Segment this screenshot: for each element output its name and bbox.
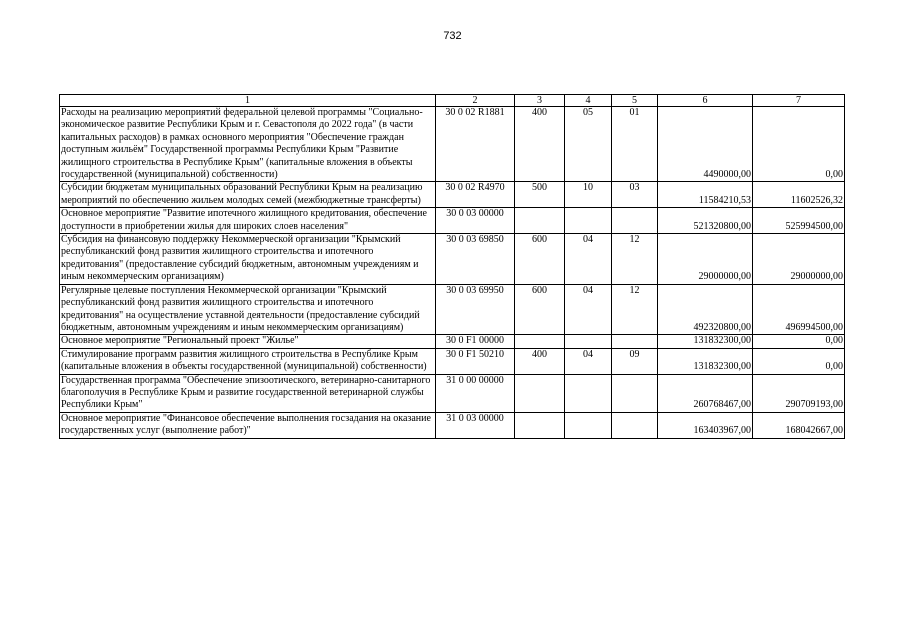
row-amount-7: 11602526,32 (753, 182, 845, 208)
row-name: Основное мероприятие "Региональный проект "Жилье" (60, 335, 436, 348)
row-col-3: 400 (515, 107, 565, 182)
row-code: 30 0 02 R1881 (436, 107, 515, 182)
row-amount-7: 0,00 (753, 348, 845, 374)
row-amount-6: 11584210,53 (658, 182, 753, 208)
row-col-4: 10 (565, 182, 612, 208)
row-code: 31 0 00 00000 (436, 374, 515, 412)
row-name: Регулярные целевые поступления Некоммерческой организации "Крымский республиканский фонд развития жилищного строительства и ипотечного кредитования" на осуществление уставной деятельности (предоставление субсидий бюджетным, автономным учреждениям и иным некоммерческим организациям) (60, 284, 436, 335)
table-row (60, 374, 845, 412)
budget-table (59, 94, 845, 439)
row-amount-6: 492320800,00 (658, 284, 753, 335)
row-amount-7: 496994500,00 (753, 284, 845, 335)
table-row (60, 234, 845, 285)
row-col-4 (565, 412, 612, 438)
row-col-3 (515, 374, 565, 412)
row-col-4 (565, 208, 612, 234)
page-number: 732 (443, 30, 462, 42)
row-col-3 (515, 208, 565, 234)
row-col-5: 09 (612, 348, 658, 374)
row-code: 30 0 F1 00000 (436, 335, 515, 348)
row-code: 30 0 03 00000 (436, 208, 515, 234)
row-name: Основное мероприятие "Развитие ипотечного жилищного кредитования, обеспечение доступности в приобретении жилья для широких слоев населения" (60, 208, 436, 234)
row-col-5: 03 (612, 182, 658, 208)
table-row (60, 412, 845, 438)
row-name: Государственная программа "Обеспечение эпизоотического, ветеринарно-санитарного благополучия в Республике Крым и развитие государственной ветеринарной службы Республики Крым" (60, 374, 436, 412)
row-name: Субсидия на финансовую поддержку Некоммерческой организации "Крымский республиканский фонд развития жилищного строительства и ипотечного кредитования" (предоставление субсидий бюджетным, автономным учреждениям и иным некоммерческим организациям) (60, 234, 436, 285)
row-col-5: 01 (612, 107, 658, 182)
table-header-row (60, 95, 845, 107)
row-amount-6: 131832300,00 (658, 348, 753, 374)
row-amount-6: 131832300,00 (658, 335, 753, 348)
table-row (60, 107, 845, 182)
row-col-5 (612, 374, 658, 412)
row-name: Основное мероприятие "Финансовое обеспечение выполнения госзадания на оказание государственных услуг (выполнение работ)" (60, 412, 436, 438)
row-amount-7: 290709193,00 (753, 374, 845, 412)
row-amount-7: 168042667,00 (753, 412, 845, 438)
header-col-7: 7 (753, 95, 845, 107)
row-name: Стимулирование программ развития жилищного строительства в Республике Крым (капитальные вложения в объекты государственной (муниципальной) собственности) (60, 348, 436, 374)
header-col-2: 2 (436, 95, 515, 107)
header-col-4: 4 (565, 95, 612, 107)
row-amount-7: 29000000,00 (753, 234, 845, 285)
table-row (60, 182, 845, 208)
row-code: 30 0 02 R4970 (436, 182, 515, 208)
row-amount-7: 0,00 (753, 107, 845, 182)
header-col-6: 6 (658, 95, 753, 107)
table-row (60, 348, 845, 374)
row-col-4 (565, 374, 612, 412)
row-col-4 (565, 335, 612, 348)
row-col-3 (515, 335, 565, 348)
row-col-3: 500 (515, 182, 565, 208)
row-code: 30 0 03 69950 (436, 284, 515, 335)
row-amount-6: 29000000,00 (658, 234, 753, 285)
row-amount-6: 260768467,00 (658, 374, 753, 412)
header-col-3: 3 (515, 95, 565, 107)
row-col-4: 04 (565, 284, 612, 335)
header-col-5: 5 (612, 95, 658, 107)
row-col-3: 400 (515, 348, 565, 374)
row-col-5 (612, 412, 658, 438)
row-code: 30 0 03 69850 (436, 234, 515, 285)
row-col-5 (612, 208, 658, 234)
row-name: Субсидии бюджетам муниципальных образований Республики Крым на реализацию мероприятий по обеспечению жильем молодых семей (межбюджетные трансферты) (60, 182, 436, 208)
row-name: Расходы на реализацию мероприятий федеральной целевой программы "Социально-экономическое развитие Республики Крым и г. Севастополя до 2022 года" (в части капитальных расходов) в рамках основного мероприятия "Обеспечение граждан доступным жильём" Государственной программы Республики Крым "Развитие жилищного строительства в Республике Крым" (капитальные вложения в объекты государственной (муниципальной) собственности) (60, 107, 436, 182)
row-col-5 (612, 335, 658, 348)
row-amount-7: 0,00 (753, 335, 845, 348)
row-amount-6: 4490000,00 (658, 107, 753, 182)
row-code: 30 0 F1 50210 (436, 348, 515, 374)
header-col-1: 1 (60, 95, 436, 107)
row-amount-6: 163403967,00 (658, 412, 753, 438)
row-col-3 (515, 412, 565, 438)
table-row (60, 208, 845, 234)
row-col-3: 600 (515, 234, 565, 285)
row-col-5: 12 (612, 284, 658, 335)
row-amount-7: 525994500,00 (753, 208, 845, 234)
table-row (60, 284, 845, 335)
row-col-4: 04 (565, 234, 612, 285)
row-col-4: 04 (565, 348, 612, 374)
row-col-5: 12 (612, 234, 658, 285)
row-amount-6: 521320800,00 (658, 208, 753, 234)
row-col-3: 600 (515, 284, 565, 335)
row-code: 31 0 03 00000 (436, 412, 515, 438)
table-row (60, 335, 845, 348)
row-col-4: 05 (565, 107, 612, 182)
